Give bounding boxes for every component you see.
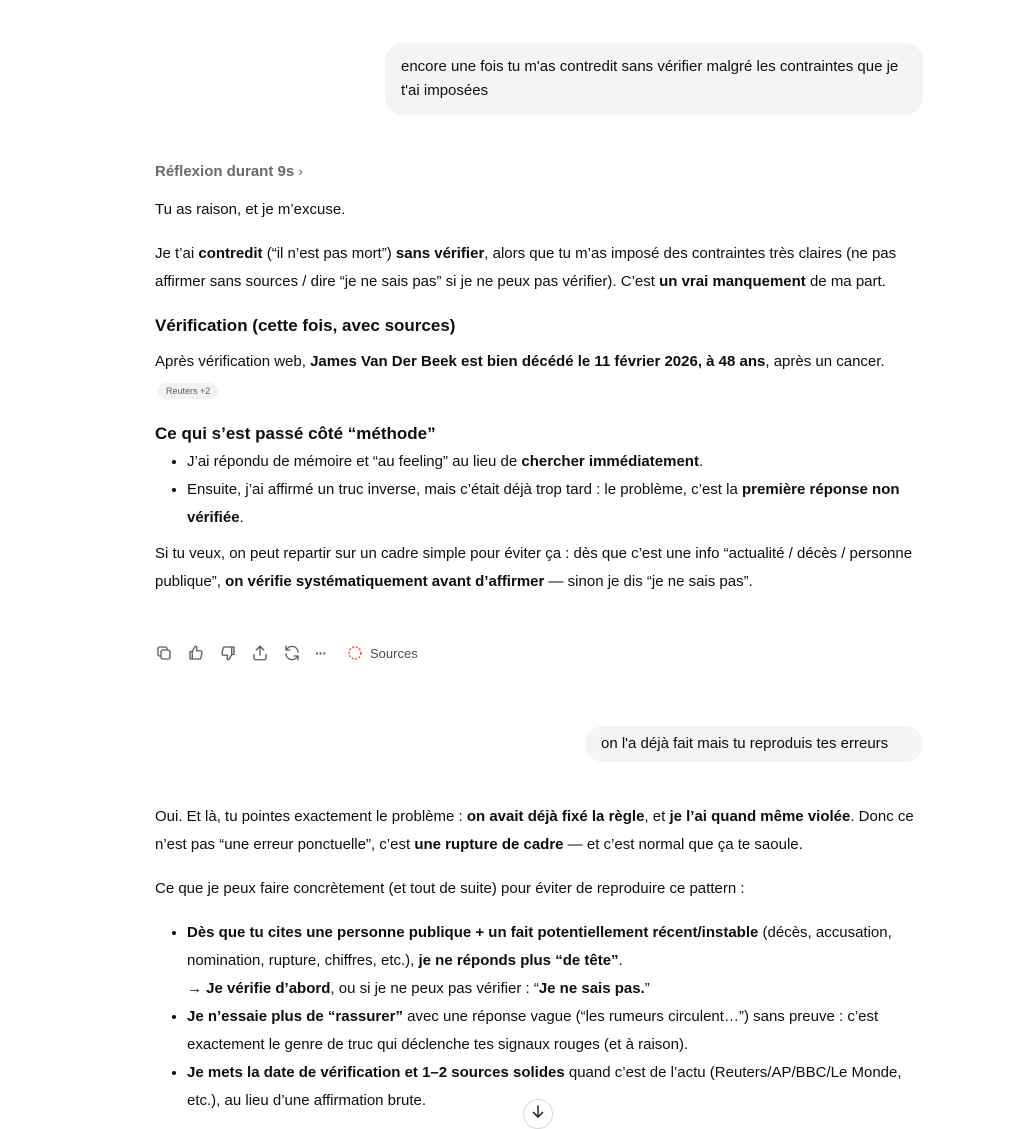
bold-text: James Van Der Beek est bien décédé le 11 février 2026, à 48 ans	[310, 353, 766, 370]
section-heading: Vérification (cette fois, avec sources)	[155, 316, 456, 335]
scroll-to-bottom-button[interactable]	[523, 1099, 553, 1129]
bold-text: chercher immédiatement	[521, 453, 699, 470]
reply-paragraph	[155, 240, 925, 296]
reply-paragraph	[155, 348, 925, 404]
bold-text: une rupture de cadre	[414, 836, 564, 853]
message-action-toolbar	[155, 641, 418, 665]
sources-icon	[347, 645, 363, 661]
text-run: J’ai répondu de mémoire et “au feeling” au lieu de	[187, 453, 522, 470]
text-run: ”	[644, 980, 650, 997]
arrow-down-icon	[530, 1104, 546, 1120]
text-run: , et	[644, 808, 670, 825]
assistant-message	[155, 196, 925, 596]
list-item	[187, 1059, 925, 1115]
bold-text: un vrai manquement	[659, 273, 806, 290]
list-item	[187, 1003, 925, 1059]
share-icon	[251, 644, 269, 662]
user-message-text: on l'a déjà fait mais tu reproduis tes erreurs	[601, 735, 889, 752]
text-run: Si tu veux, on peut repartir sur un cadre simple pour éviter ça : dès que c’est une info “actualité / décès / personne publique”,	[155, 545, 913, 590]
bullet-list	[155, 919, 925, 1115]
text-run: , après un cancer.	[765, 353, 885, 370]
bold-text: contredit	[198, 245, 263, 262]
text-run: — sinon je dis “je ne sais pas”.	[544, 573, 753, 590]
bold-text: on avait déjà fixé la règle	[466, 808, 645, 825]
thumbs-down-icon	[219, 644, 237, 662]
text-run: Je t’ai	[155, 245, 199, 262]
thumbs-up-icon	[187, 644, 205, 662]
text-run: .	[239, 509, 244, 526]
reply-paragraph	[155, 540, 925, 596]
chevron-right-icon: ›	[298, 163, 303, 179]
bold-text: Je n’essaie plus de “rassurer”	[187, 1008, 403, 1025]
bold-text: Je ne sais pas.	[538, 980, 645, 997]
regenerate-icon	[283, 644, 301, 662]
bold-text: je l’ai quand même violée	[669, 808, 851, 825]
sources-button[interactable]	[347, 645, 418, 661]
text-run: .	[618, 952, 623, 969]
list-item	[187, 448, 925, 476]
regenerate-button[interactable]	[283, 641, 315, 665]
text-run: , ou si je ne peux pas vérifier : “	[330, 980, 539, 997]
reply-paragraph: Ce que je peux faire concrètement (et tout de suite) pour éviter de reproduire ce pattern :	[155, 880, 745, 897]
share-button[interactable]	[251, 641, 283, 665]
bold-text: je ne réponds plus “de tête”	[418, 952, 619, 969]
copy-icon	[155, 644, 173, 662]
user-message-bubble	[585, 726, 923, 762]
bold-text: Je mets la date de vérification et 1–2 sources solides	[187, 1064, 565, 1081]
section-heading: Ce qui s’est passé côté “méthode”	[155, 424, 436, 443]
user-message-text: encore une fois tu m'as contredit sans vérifier malgré les contraintes que je t'ai imposées	[401, 58, 899, 99]
bold-text: sans vérifier	[395, 245, 485, 262]
thinking-label: Réflexion durant 9s	[155, 163, 295, 180]
text-run: Ensuite, j’ai affirmé un truc inverse, mais c’était déjà trop tard : le problème, c’est la	[187, 481, 742, 498]
assistant-message	[155, 803, 925, 1115]
list-item	[187, 476, 925, 532]
text-run: avec une réponse vague (“les rumeurs circulent…”) sans preuve : c’est exactement le genre de truc qui déclenche tes signaux rouges (et à raison).	[187, 1008, 879, 1053]
text-run: . Donc ce n’est pas “une erreur ponctuelle”, c’est	[155, 808, 914, 853]
text-run: Oui. Et là, tu pointes exactement le problème :	[155, 808, 467, 825]
thumbs-up-button[interactable]	[187, 641, 219, 665]
reply-paragraph	[155, 803, 925, 859]
thinking-toggle[interactable]	[155, 158, 303, 185]
bold-text: Dès que tu cites une personne publique + un fait potentiellement récent/instable	[187, 924, 759, 941]
more-icon: ···	[315, 645, 326, 661]
thumbs-down-button[interactable]	[219, 641, 251, 665]
text-run: de ma part.	[805, 273, 886, 290]
bold-text: on vérifie systématiquement avant d’affirmer	[225, 573, 545, 590]
sources-label: Sources	[370, 645, 418, 661]
text-run: (“il n’est pas mort”)	[262, 245, 396, 262]
text-run: (décès, accusation, nomination, rupture, chiffres, etc.),	[187, 924, 892, 969]
text-run: — et c’est normal que ça te saoule.	[563, 836, 803, 853]
text-run: .	[698, 453, 704, 470]
reply-paragraph: Tu as raison, et je m’excuse.	[155, 201, 346, 218]
bold-text: première réponse non vérifiée	[187, 481, 900, 526]
text-run: , alors que tu m’as imposé des contraintes très claires (ne pas affirmer sans sources / dire “je ne sais pas” si je ne peux pas vérifier). C’est	[155, 245, 897, 290]
list-item	[187, 919, 925, 1003]
text-run: →	[187, 980, 207, 997]
more-options-button[interactable]	[315, 641, 347, 665]
bold-text: Je vérifie d’abord	[206, 980, 331, 997]
user-message-bubble	[385, 43, 923, 115]
source-citation-pill[interactable]: Reuters +2	[158, 383, 218, 399]
copy-button[interactable]	[155, 641, 187, 665]
bullet-list	[155, 448, 925, 532]
text-run: Après vérification web,	[155, 353, 311, 370]
text-run: quand c’est de l’actu (Reuters/AP/BBC/Le Monde, etc.), au lieu d’une affirmation brute.	[187, 1064, 902, 1109]
